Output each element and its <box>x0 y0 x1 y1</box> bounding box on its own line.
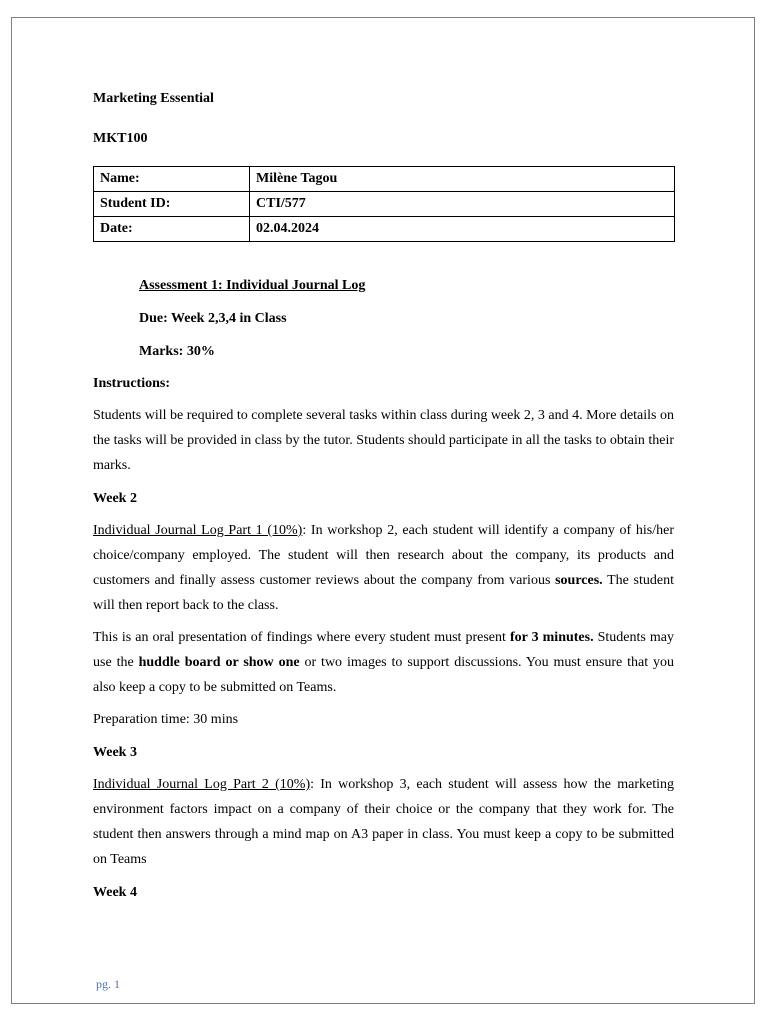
week3-heading: Week 3 <box>93 745 137 760</box>
table-row <box>94 192 675 217</box>
week2-oral-e: or two images to support discussions. You must ensure that you also keep a copy to be submitted on Teams. <box>93 655 675 695</box>
assessment-marks: Marks: 30% <box>139 344 215 359</box>
week2-part1-paragraph <box>93 518 674 618</box>
week2-part-bold: sources. <box>555 573 603 588</box>
instructions-text: Students will be required to complete several tasks within class during week 2, 3 and 4. More details on the tasks will be provided in class by the tutor. Students should participate in all the tasks to obtain their marks. <box>93 408 674 473</box>
week2-oral-a: This is an oral presentation of findings where every student must present <box>93 630 510 645</box>
course-title: Marketing Essential <box>93 91 214 106</box>
date-value: 02.04.2024 <box>250 217 675 242</box>
date-label: Date: <box>94 217 250 242</box>
week3-part2-paragraph <box>93 772 674 872</box>
page-number: pg. 1 <box>96 977 120 991</box>
student-id-label: Student ID: <box>94 192 250 217</box>
assessment-title <box>93 273 674 298</box>
week2-oral-b: for 3 minutes. <box>509 630 594 645</box>
instructions-heading: Instructions: <box>93 376 171 391</box>
week3-part-label: Individual Journal Log Part 2 (10%) <box>93 777 311 792</box>
week2-heading: Week 2 <box>93 491 137 506</box>
course-code: MKT100 <box>93 131 148 146</box>
week2-prep-time: Preparation time: 30 mins <box>93 712 239 727</box>
table-row <box>94 217 675 242</box>
week2-part-label: Individual Journal Log Part 1 (10%) <box>93 523 303 538</box>
name-label: Name: <box>94 167 250 192</box>
week2-oral-paragraph <box>93 625 674 700</box>
student-info-table <box>93 166 675 242</box>
student-id-value: CTI/577 <box>250 192 675 217</box>
week2-oral-c: Students may use the <box>93 630 674 670</box>
week2-oral-d: huddle board or show one <box>138 655 300 670</box>
assessment-due: Due: Week 2,3,4 in Class <box>139 311 287 326</box>
table-row <box>94 167 675 192</box>
week2-part-tail: The student will then report back to the class. <box>93 573 674 613</box>
assessment-title-text: Assessment 1: Individual Journal Log <box>139 278 366 293</box>
week4-heading: Week 4 <box>93 885 137 900</box>
week2-part-text: : In workshop 2, each student will identify a company of his/her choice/company employed. The student will then research about the company, its products and customers and finally assess customer reviews about the company from various <box>93 523 674 588</box>
document-body <box>93 86 674 905</box>
week3-part-text: : In workshop 3, each student will assess how the marketing environment factors impact on a company of their choice or the company that they work for. The student then answers through a mind map on A3 paper in class. You must keep a copy to be submitted on Teams <box>93 777 674 867</box>
name-value: Milène Tagou <box>250 167 675 192</box>
